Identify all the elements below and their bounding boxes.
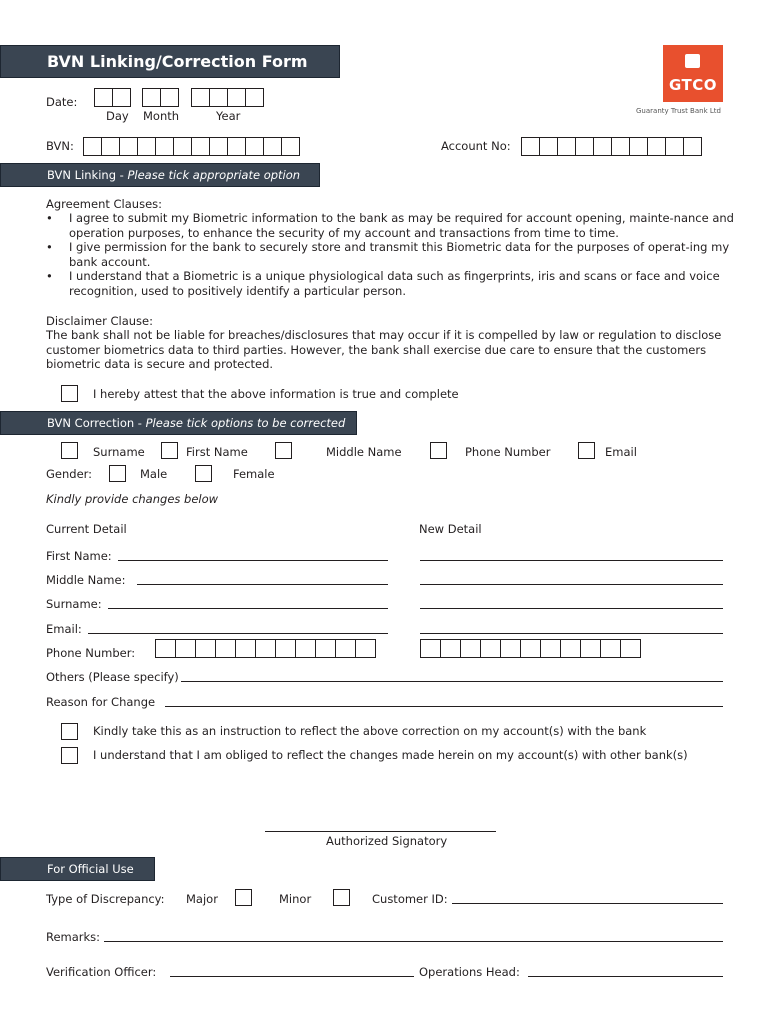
others-line[interactable] (181, 681, 723, 682)
correction-bar-italic: Please tick options to be corrected (145, 416, 346, 430)
kindly-provide-text: Kindly provide changes below (46, 492, 219, 506)
obligation-checkbox[interactable] (61, 747, 78, 764)
first-name-field-label: First Name: (46, 549, 112, 563)
account-boxes[interactable] (521, 137, 702, 156)
date-day-boxes[interactable] (94, 88, 131, 107)
reason-line[interactable] (165, 706, 723, 707)
current-middle-name-line[interactable] (137, 584, 388, 585)
current-detail-heading: Current Detail (46, 522, 127, 536)
obligation-label: I understand that I am obliged to reflect the changes made herein on my account(s) with other bank(s) (93, 748, 688, 762)
discrepancy-label: Type of Discrepancy: (46, 892, 165, 906)
current-surname-line[interactable] (108, 608, 388, 609)
new-first-name-line[interactable] (420, 560, 723, 561)
bvn-linking-bar (0, 163, 320, 187)
agreement-title: Agreement Clauses: (46, 197, 163, 211)
instruction-checkbox[interactable] (61, 723, 78, 740)
disclaimer-text: The bank shall not be liable for breaches/disclosures that may occur if it is compelled by law or regulation to disclose customer biometrics data to third parties. However, the bank shall exercise due care to ensure that the customers biometric data is secure and protected. (46, 328, 722, 371)
phone-number-field-label: Phone Number: (46, 646, 136, 660)
instruction-label: Kindly take this as an instruction to reflect the above correction on my account(s) with the bank (93, 724, 647, 738)
surname-field-label: Surname: (46, 597, 102, 611)
clause-item: • I give permission for the bank to securely store and transmit this Biometric data for the purposes of operat-ing my bank account. (46, 240, 736, 269)
major-label: Major (186, 892, 218, 906)
others-label: Others (Please specify) (46, 670, 179, 684)
email-checkbox[interactable] (578, 442, 595, 459)
new-middle-name-line[interactable] (420, 584, 723, 585)
bvn-label: BVN: (46, 139, 74, 153)
bank-name: Guaranty Trust Bank Ltd (636, 107, 721, 115)
phone-number-option: Phone Number (465, 445, 551, 459)
customer-id-line[interactable] (452, 903, 723, 904)
customer-id-label: Customer ID: (372, 892, 448, 906)
first-name-checkbox[interactable] (161, 442, 178, 459)
logo-square-icon (685, 54, 700, 68)
linking-bar-italic: Please tick appropriate option (127, 168, 301, 182)
month-caption: Month (143, 109, 180, 123)
email-field-label: Email: (46, 622, 82, 636)
new-surname-line[interactable] (420, 608, 723, 609)
middle-name-checkbox[interactable] (275, 442, 292, 459)
minor-label: Minor (279, 892, 312, 906)
current-phone-boxes[interactable] (155, 639, 376, 658)
verification-officer-label: Verification Officer: (46, 965, 157, 979)
new-detail-heading: New Detail (419, 522, 482, 536)
current-first-name-line[interactable] (118, 560, 388, 561)
bvn-correction-bar (0, 411, 357, 435)
surname-checkbox[interactable] (61, 442, 78, 459)
male-label: Male (140, 467, 168, 481)
operations-head-line[interactable] (528, 976, 723, 977)
remarks-line[interactable] (104, 941, 723, 942)
signatory-label: Authorized Signatory (326, 834, 448, 848)
logo-text: GTCO (668, 76, 718, 94)
linking-bar-prefix: BVN Linking - (47, 168, 128, 182)
middle-name-field-label: Middle Name: (46, 573, 126, 587)
surname-option: Surname (93, 445, 145, 459)
reason-label: Reason for Change (46, 695, 156, 709)
gender-label: Gender: (46, 467, 93, 481)
middle-name-option: Middle Name (326, 445, 402, 459)
clause-item: • I understand that a Biometric is a unique physiological data such as fingerprints, iris and scans or face and voice recognition, used to positively identify a particular person. (46, 269, 736, 298)
clause-item: • I agree to submit my Biometric information to the bank as may be required for account opening, mainte-nance and operation purposes, to enhance the security of my account and transactions from time to time. (46, 211, 736, 240)
official-use-bar (0, 857, 155, 881)
form-title: BVN Linking/Correction Form (47, 52, 308, 71)
email-option: Email (605, 445, 637, 459)
phone-number-checkbox[interactable] (430, 442, 447, 459)
date-year-boxes[interactable] (191, 88, 264, 107)
correction-bar-prefix: BVN Correction - (47, 416, 146, 430)
major-checkbox[interactable] (235, 889, 252, 906)
verification-officer-line[interactable] (170, 976, 414, 977)
agreement-clauses (46, 211, 736, 298)
gtco-logo (663, 45, 723, 102)
bvn-boxes[interactable] (83, 137, 300, 156)
female-checkbox[interactable] (195, 465, 212, 482)
account-label: Account No: (441, 139, 511, 153)
new-email-line[interactable] (420, 633, 723, 634)
date-label: Date: (46, 95, 78, 109)
day-caption: Day (106, 109, 129, 123)
year-caption: Year (216, 109, 241, 123)
operations-head-label: Operations Head: (419, 965, 520, 979)
remarks-label: Remarks: (46, 930, 101, 944)
new-phone-boxes[interactable] (420, 639, 641, 658)
official-use-title: For Official Use (47, 862, 134, 876)
attest-label: I hereby attest that the above information is true and complete (93, 387, 459, 401)
minor-checkbox[interactable] (333, 889, 350, 906)
form-title-bar (0, 45, 340, 78)
date-month-boxes[interactable] (142, 88, 179, 107)
disclaimer-title: Disclaimer Clause: (46, 314, 153, 328)
first-name-option: First Name (186, 445, 248, 459)
signatory-line[interactable] (265, 831, 496, 832)
male-checkbox[interactable] (109, 465, 126, 482)
attest-checkbox[interactable] (61, 385, 78, 402)
female-label: Female (233, 467, 275, 481)
current-email-line[interactable] (88, 633, 388, 634)
